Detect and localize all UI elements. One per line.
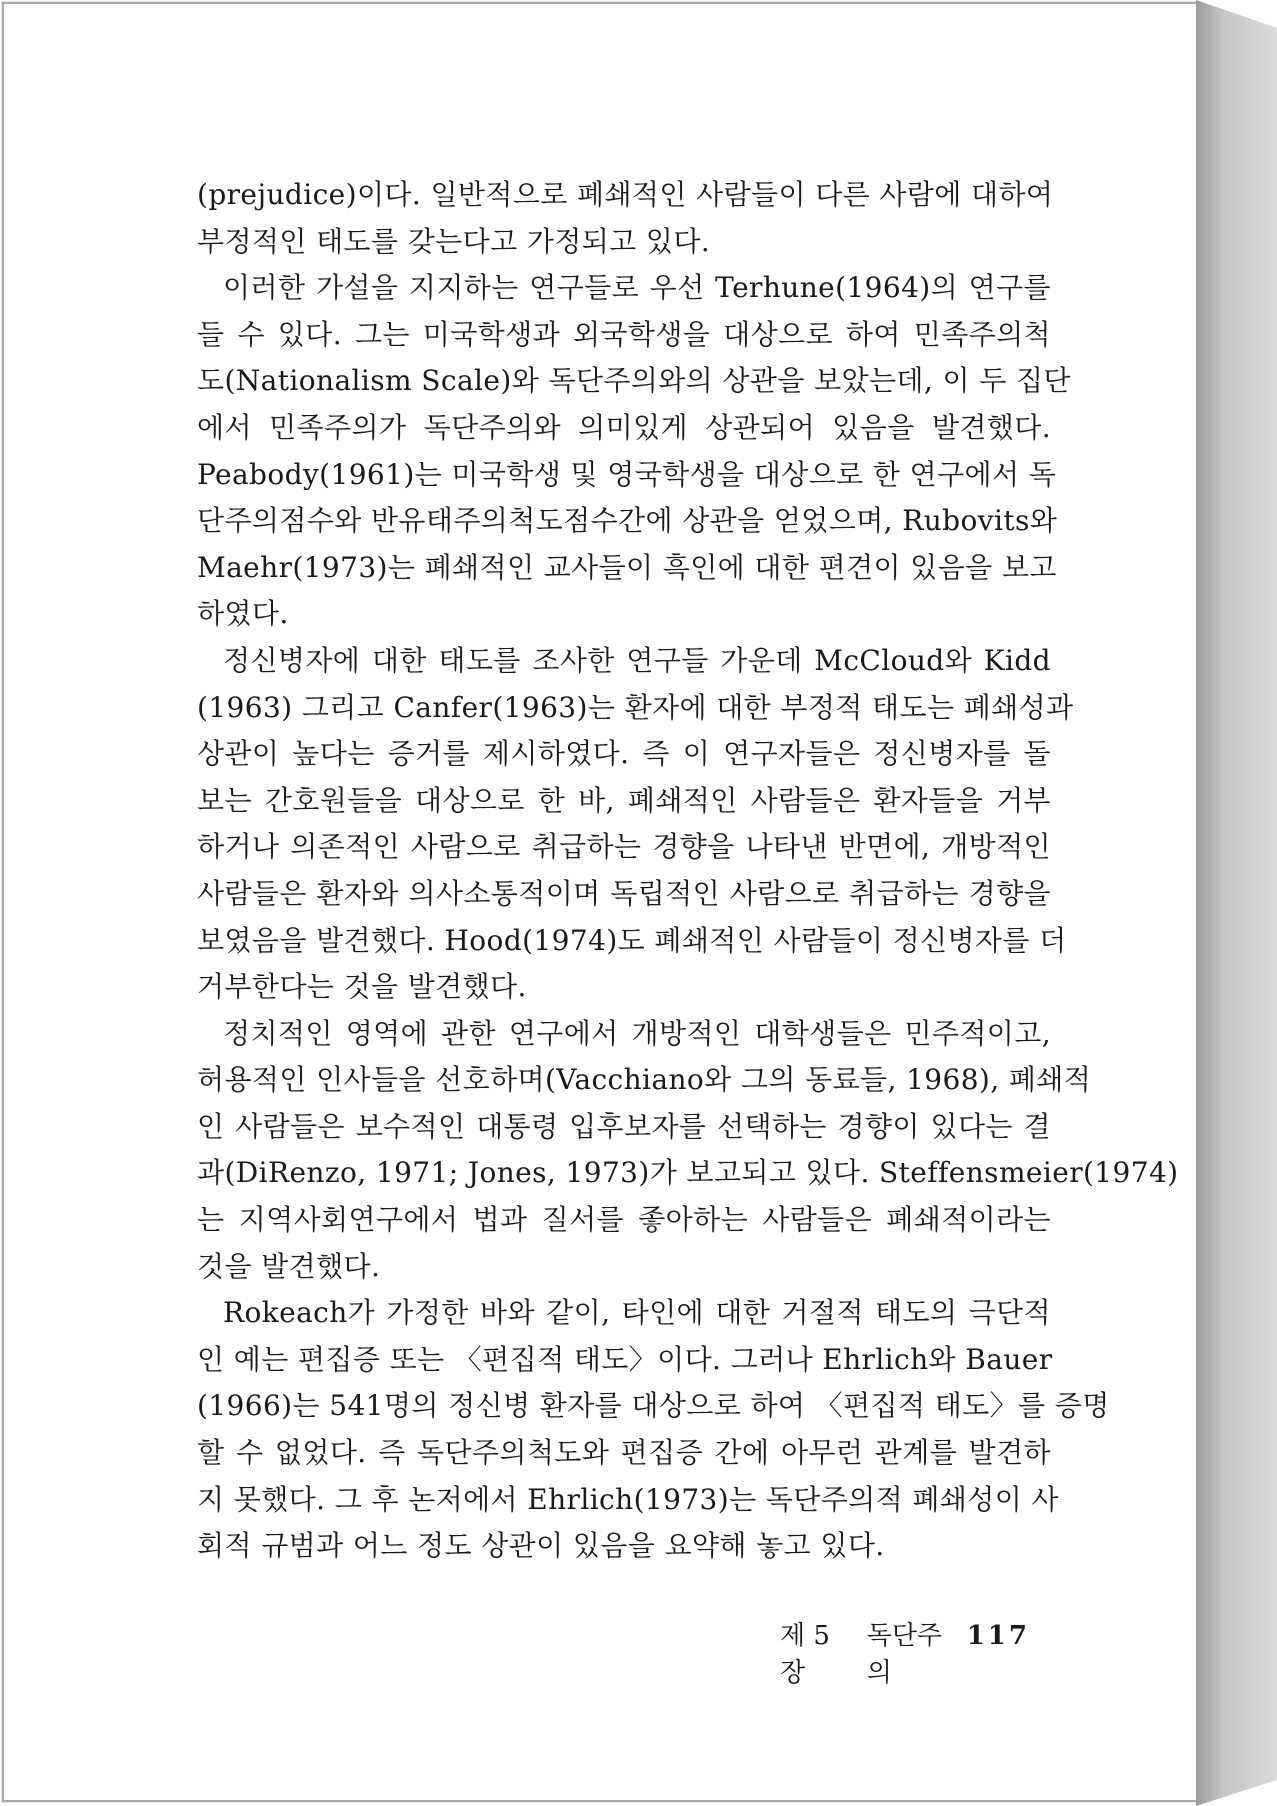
text-line: 정신병자에 대한 태도를 조사한 연구들 가운데 McCloud와 Kidd — [223, 643, 1051, 677]
text-line: 할 수 없었다. 즉 독단주의척도와 편집증 간에 아무런 관계를 발견하 — [197, 1436, 1051, 1470]
text-line: 보는 간호원들을 대상으로 한 바, 폐쇄적인 사람들은 환자들을 거부 — [197, 783, 1051, 817]
text-line: 사람들은 환자와 의사소통적이며 독립적인 사람으로 취급하는 경향을 — [197, 876, 1051, 910]
text-line: 도(Nationalism Scale)와 독단주의와의 상관을 보았는데, 이 두 집단 — [197, 364, 1071, 398]
text-line: 보였음을 발견했다. Hood(1974)도 폐쇄적인 사람들이 정신병자를 더 — [197, 923, 1067, 957]
book-page-edge — [1196, 0, 1277, 1806]
paragraph — [197, 1290, 1110, 1570]
text-line: 이러한 가설을 지지하는 연구들로 우선 Terhune(1964)의 연구를 — [223, 271, 1051, 305]
text-line: 회적 규범과 어느 정도 상관이 있음을 요약해 놓고 있다. — [197, 1529, 885, 1563]
page-footer — [780, 1615, 1030, 1689]
text-line: 단주의점수와 반유태주의척도점수간에 상관을 얻었으며, Rubovits와 — [197, 504, 1058, 538]
text-line: 하거나 의존적인 사람으로 취급하는 경향을 나타낸 반면에, 개방적인 — [197, 830, 1051, 864]
text-line: 것을 발견했다. — [197, 1249, 381, 1283]
text-line: 들 수 있다. 그는 미국학생과 외국학생을 대상으로 하여 민족주의척 — [197, 317, 1051, 351]
text-line: 상관이 높다는 증거를 제시하였다. 즉 이 연구자들은 정신병자를 돌 — [197, 737, 1051, 771]
text-line: 부정적인 태도를 갖는다고 가정되고 있다. — [197, 224, 711, 258]
text-line: 인 사람들은 보수적인 대통령 입후보자를 선택하는 경향이 있다는 결 — [197, 1109, 1051, 1143]
text-line: 과(DiRenzo, 1971; Jones, 1973)가 보고되고 있다. Steffensmeier(1974) — [197, 1156, 1179, 1190]
text-line: (prejudice)이다. 일반적으로 폐쇄적인 사람들이 다른 사람에 대하여 — [197, 178, 1054, 211]
chapter-number: 제 5 장 — [780, 1621, 830, 1688]
text-line: 거부한다는 것을 발견했다. — [197, 970, 527, 1004]
text-line: 지 못했다. 그 후 논저에서 Ehrlich(1973)는 독단주의적 폐쇄성이 사 — [197, 1482, 1059, 1516]
paragraph — [197, 638, 1074, 1011]
paragraph — [197, 172, 1054, 265]
text-line: (1966)는 541명의 정신병 환자를 대상으로 하여 〈편집적 태도〉를 증명 — [197, 1389, 1110, 1423]
text-line: Peabody(1961)는 미국학생 및 영국학생을 대상으로 한 연구에서 독 — [197, 457, 1057, 491]
text-line: 인 예는 편집증 또는 〈편집적 태도〉이다. 그러나 Ehrlich와 Bauer — [197, 1342, 1053, 1376]
paragraph — [197, 1011, 1179, 1291]
text-line: 는 지역사회연구에서 법과 질서를 좋아하는 사람들은 폐쇄적이라는 — [197, 1203, 1051, 1237]
text-line: Rokeach가 가정한 바와 같이, 타인에 대한 거절적 태도의 극단적 — [223, 1296, 1051, 1330]
chapter-title: 독단주의 — [866, 1621, 943, 1688]
text-line: 정치적인 영역에 관한 연구에서 개방적인 대학생들은 민주적이고, — [223, 1016, 1051, 1050]
page-number: 117 — [966, 1621, 1030, 1651]
paragraph — [197, 265, 1071, 638]
text-line: 에서 민족주의가 독단주의와 의미있게 상관되어 있음을 발견했다. — [197, 410, 1051, 444]
body-text — [197, 172, 1179, 1570]
text-line: Maehr(1973)는 폐쇄적인 교사들이 흑인에 대한 편견이 있음을 보고 — [197, 550, 1057, 584]
text-line: 하였다. — [197, 597, 289, 631]
text-line: (1963) 그리고 Canfer(1963)는 환자에 대한 부정적 태도는 폐쇄성과 — [197, 690, 1074, 724]
text-line: 허용적인 인사들을 선호하며(Vacchiano와 그의 동료들, 1968), 폐쇄적 — [197, 1063, 1092, 1097]
